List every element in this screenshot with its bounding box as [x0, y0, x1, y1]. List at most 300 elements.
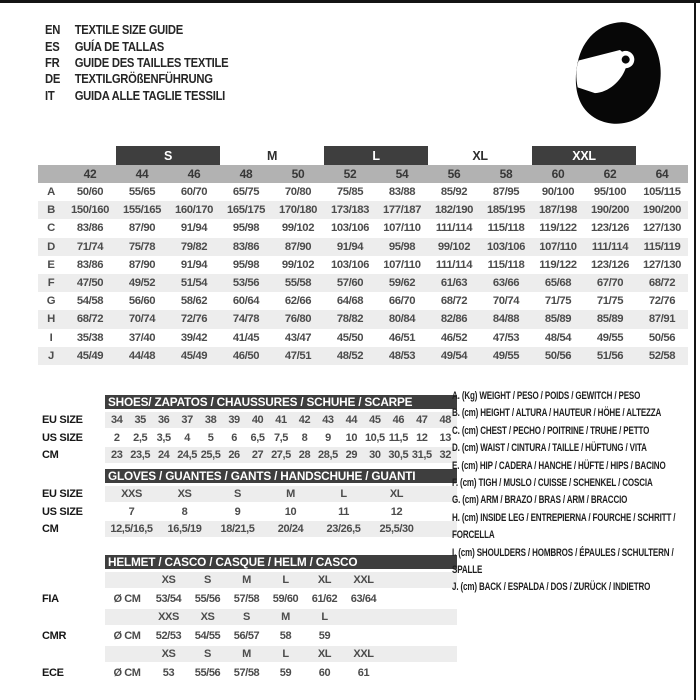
size-value: 47/53 — [492, 331, 520, 344]
size-value: 70/80 — [284, 186, 312, 199]
shoes-label-cm: CM — [42, 449, 59, 461]
helmet-value-row — [105, 628, 457, 644]
size-band-xl: XL — [472, 148, 488, 163]
helmet-size-cell: XXL — [353, 574, 374, 586]
row-letter: A — [47, 186, 55, 199]
gloves-label-us-size: US SIZE — [42, 505, 83, 518]
helmet-value-cell: 53 — [162, 666, 175, 679]
gloves-cell: 23/26,5 — [326, 523, 361, 535]
main-table-head — [38, 146, 688, 183]
shoes-cell: 7,5 — [273, 431, 289, 444]
size-value: 190/200 — [642, 204, 682, 217]
legend-item: F. (cm) TIGH / MUSLO / CUISSE / SCHENKEL / COSCIA — [452, 477, 653, 490]
measure-row-f — [38, 274, 688, 292]
helmet-value-row — [105, 591, 457, 607]
shoes-cell: 27,5 — [271, 449, 291, 461]
helmet-row-labels — [42, 555, 105, 683]
shoes-cell: 34 — [111, 414, 123, 426]
language-title: GUÍA DE TALLAS — [74, 39, 165, 54]
helmet-value-cell: 60 — [318, 666, 331, 679]
helmet-size-cell: S — [243, 611, 250, 623]
language-code: ES — [45, 39, 60, 54]
top-border — [0, 0, 700, 3]
shoes-rows — [105, 412, 457, 463]
shoes-cell: 27 — [251, 449, 264, 461]
size-value: 63/66 — [492, 277, 520, 290]
size-value: 79/82 — [180, 240, 208, 253]
size-value: 115/118 — [487, 258, 525, 271]
helmet-value-cell: 57/58 — [233, 592, 260, 605]
helmet-label-ece: ECE — [42, 666, 64, 679]
helmet-value-cell: 55/56 — [194, 592, 221, 605]
legend-item: B. (cm) HEIGHT / ALTURA / HAUTEUR / HÖHE / ALTEZZA — [452, 407, 662, 420]
size-value: 182/190 — [434, 204, 474, 217]
row-letter: D — [47, 240, 55, 253]
helmet-value-cell: 52/53 — [155, 629, 182, 642]
size-value: 87/95 — [492, 186, 520, 199]
helmet-size-cell: S — [204, 574, 211, 586]
gloves-row — [105, 486, 457, 502]
size-value: 83/86 — [232, 240, 260, 253]
size-value: 56/60 — [128, 295, 156, 308]
shoes-cell: 45 — [369, 414, 381, 426]
size-value: 50/56 — [648, 331, 676, 344]
gloves-label-spacer — [42, 469, 105, 486]
shoes-cell: 47 — [416, 414, 428, 426]
size-number: 62 — [603, 167, 617, 181]
size-value: 87/90 — [284, 240, 312, 253]
helmet-size-cell: L — [282, 648, 289, 660]
size-value: 99/102 — [281, 258, 315, 271]
size-value: 85/89 — [596, 313, 624, 326]
gloves-cell: 25,5/30 — [379, 523, 414, 535]
size-value: 49/52 — [128, 277, 156, 290]
size-value: 55/58 — [284, 277, 312, 290]
number-gap — [38, 165, 64, 183]
shoes-cell: 28,5 — [318, 449, 338, 461]
shoes-row — [105, 412, 457, 428]
measure-row-h — [38, 310, 688, 328]
size-value: 51/54 — [180, 277, 208, 290]
size-value: 115/119 — [643, 240, 681, 253]
main-table-body — [38, 183, 688, 365]
size-value: 95/98 — [388, 240, 416, 253]
helmet-size-row — [105, 572, 457, 588]
size-value: 45/50 — [336, 331, 364, 344]
size-number: 46 — [187, 167, 201, 181]
helmet-label-blank — [42, 609, 105, 628]
size-value: 35/38 — [76, 331, 104, 344]
helmet-value-cell: 55/56 — [194, 666, 221, 679]
helmet-value-cell: 59/60 — [272, 592, 299, 605]
shoes-label-spacer — [42, 395, 105, 412]
size-value: 58/62 — [180, 295, 208, 308]
size-value: 105/115 — [643, 186, 681, 199]
helmet-label-blank — [42, 646, 105, 665]
gloves-row-labels — [42, 469, 105, 539]
helmet-size-row — [105, 646, 457, 662]
language-row — [45, 38, 228, 54]
helmet-value-cell: 63/64 — [350, 592, 377, 605]
size-value: 103/106 — [330, 222, 370, 235]
size-value: 74/78 — [232, 313, 260, 326]
gloves-cell: 12,5/16,5 — [110, 523, 153, 535]
size-value: 49/54 — [440, 349, 468, 362]
helmet-size-cell: S — [204, 648, 211, 660]
shoes-cell: 35 — [134, 414, 146, 426]
size-value: 46/51 — [388, 331, 416, 344]
shoes-cell: 13 — [439, 431, 451, 444]
size-value: 83/86 — [76, 222, 104, 235]
shoes-table — [105, 395, 457, 465]
shoes-cell: 10 — [345, 431, 358, 444]
size-value: 39/42 — [180, 331, 208, 344]
shoes-cell: 40 — [251, 414, 264, 426]
gloves-section — [42, 469, 457, 539]
size-value: 45/49 — [180, 349, 208, 362]
gloves-cell: M — [286, 488, 295, 500]
size-number-row — [38, 165, 688, 183]
size-value: 99/102 — [437, 240, 471, 253]
size-value: 111/114 — [435, 258, 473, 271]
shoes-cell: 36 — [157, 414, 170, 426]
size-value: 150/160 — [70, 204, 110, 217]
shoes-cell: 28 — [298, 449, 311, 461]
helmet-label-fia: FIA — [42, 592, 59, 605]
shoes-row — [105, 447, 457, 463]
size-value: 68/72 — [648, 277, 676, 290]
shoes-cell: 3,5 — [156, 431, 171, 444]
shoes-row-labels — [42, 395, 105, 465]
size-value: 123/126 — [590, 222, 630, 235]
helmet-unit-cell: Ø CM — [113, 629, 141, 642]
size-value: 68/72 — [440, 295, 468, 308]
size-value: 91/94 — [180, 222, 208, 235]
language-title: GUIDA ALLE TAGLIE TESSILI — [74, 88, 226, 103]
language-title: TEXTILGRÖßENFÜHRUNG — [74, 72, 213, 87]
size-value: 107/110 — [539, 240, 577, 253]
size-value: 70/74 — [492, 295, 520, 308]
helmet-size-cell: L — [321, 611, 328, 623]
size-value: 177/187 — [382, 204, 422, 217]
gloves-cell: 12 — [390, 505, 403, 518]
gloves-label-cm: CM — [42, 523, 59, 535]
helmet-size-cell: L — [282, 574, 289, 586]
helmet-size-cell: XL — [317, 648, 332, 660]
measure-row-e — [38, 256, 688, 274]
row-letter: H — [47, 313, 55, 326]
size-value: 60/64 — [232, 295, 260, 308]
language-row — [45, 71, 228, 87]
size-value: 59/62 — [388, 277, 416, 290]
size-number: 44 — [135, 167, 149, 181]
row-letter: F — [47, 277, 55, 290]
language-title: TEXTILE SIZE GUIDE — [74, 23, 183, 38]
shoes-cell: 26 — [228, 449, 240, 461]
size-value: 187/198 — [538, 204, 578, 217]
size-band-xxl: XXL — [532, 146, 636, 165]
measure-row-d — [38, 238, 688, 256]
shoes-cell: 6,5 — [250, 431, 265, 444]
language-header — [45, 22, 228, 104]
shoes-cell: 44 — [345, 414, 358, 426]
size-value: 43/47 — [284, 331, 312, 344]
size-value: 49/55 — [492, 349, 520, 362]
legend-item: J. (cm) BACK / ESPALDA / DOS / ZURÜCK / INDIETRO — [452, 581, 651, 594]
size-value: 68/72 — [76, 313, 104, 326]
size-value: 111/114 — [591, 240, 629, 253]
measure-row-b — [38, 201, 688, 219]
language-code: DE — [45, 72, 61, 87]
language-title: GUIDE DES TAILLES TEXTILE — [74, 55, 229, 70]
legend-item: A. (Kg) WEIGHT / PESO / POIDS / GEWITCH / PESO — [452, 390, 641, 402]
size-value: 119/122 — [539, 258, 577, 271]
size-value: 72/76 — [180, 313, 208, 326]
shoes-cell: 42 — [298, 414, 311, 426]
shoes-cell: 12 — [416, 431, 428, 444]
shoes-cell: 24 — [157, 449, 170, 461]
helmet-section-title: HELMET / CASCO / CASQUE / HELM / CASCO — [105, 555, 457, 569]
helmet-rows — [105, 572, 457, 681]
helmet-value-row — [105, 665, 457, 681]
helmet-size-cell: XL — [317, 574, 332, 586]
shoes-cell: 38 — [204, 414, 217, 426]
legend-item: C. (cm) CHEST / PECHO / POITRINE / TRUHE / PETTO — [452, 424, 650, 437]
helmet-unit-cell: Ø CM — [113, 592, 141, 605]
size-band-row — [38, 146, 688, 165]
helmet-icon — [570, 20, 666, 126]
size-value: 95/100 — [593, 186, 627, 199]
measure-row-c — [38, 219, 688, 237]
size-value: 91/94 — [336, 240, 364, 253]
size-value: 87/91 — [648, 313, 676, 326]
size-value: 107/110 — [383, 222, 421, 235]
gloves-row — [105, 504, 457, 520]
legend-item: G. (cm) ARM / BRAZO / BRAS / ARM / BRACCIO — [452, 494, 628, 507]
shoes-cell: 11,5 — [388, 431, 408, 444]
row-letter: E — [47, 258, 55, 271]
row-letter: B — [47, 204, 55, 217]
shoes-cell: 6 — [231, 431, 237, 444]
size-value: 52/58 — [648, 349, 676, 362]
size-band-m: M — [266, 148, 278, 163]
language-code: IT — [45, 88, 55, 103]
size-value: 49/55 — [596, 331, 624, 344]
size-value: 50/60 — [76, 186, 104, 199]
row-letter: C — [47, 222, 55, 235]
size-value: 75/85 — [336, 186, 364, 199]
size-value: 111/114 — [435, 222, 473, 235]
size-value: 60/70 — [180, 186, 208, 199]
helmet-value-cell: 61/62 — [311, 592, 338, 605]
size-value: 78/82 — [336, 313, 364, 326]
gloves-cell: 7 — [128, 505, 135, 518]
size-value: 47/51 — [284, 349, 312, 362]
gloves-cell: 9 — [234, 505, 241, 518]
shoes-row — [105, 430, 457, 446]
size-value: 57/60 — [336, 277, 364, 290]
gloves-cell: 10 — [284, 505, 297, 518]
helmet-value-cell: 56/57 — [233, 629, 260, 642]
size-value: 65/75 — [232, 186, 260, 199]
gloves-label-eu-size: EU SIZE — [42, 488, 83, 500]
legend-item: I. (cm) SHOULDERS / HOMBROS / ÉPAULES / SCHULTERN / SPALLE — [452, 546, 674, 577]
size-value: 103/106 — [486, 240, 526, 253]
size-value: 83/88 — [388, 186, 416, 199]
shoes-section — [42, 395, 457, 465]
shoes-cell: 2,5 — [133, 431, 148, 444]
size-value: 84/88 — [492, 313, 520, 326]
size-number: 42 — [83, 167, 97, 181]
gloves-cell: 18/21,5 — [220, 523, 255, 535]
measure-row-g — [38, 292, 688, 310]
helmet-value-cell: 59 — [318, 629, 331, 642]
size-number: 52 — [343, 167, 357, 181]
size-number: 64 — [655, 167, 669, 181]
gloves-table — [105, 469, 457, 539]
size-value: 82/86 — [440, 313, 468, 326]
shoes-label-eu-size: EU SIZE — [42, 414, 83, 426]
shoes-cell: 9 — [325, 431, 331, 444]
shoes-cell: 10,5 — [364, 431, 385, 444]
row-letter: G — [46, 295, 56, 308]
size-value: 87/90 — [128, 258, 156, 271]
helmet-value-cell: 58 — [279, 629, 292, 642]
band-gap — [64, 146, 116, 165]
helmet-size-cell: M — [242, 648, 251, 660]
size-value: 160/170 — [174, 204, 214, 217]
size-value: 51/56 — [596, 349, 624, 362]
gloves-cell: XS — [177, 488, 192, 500]
band-gap — [636, 146, 688, 165]
shoes-cell: 39 — [228, 414, 240, 426]
gloves-row — [105, 521, 457, 537]
helmet-label-blank — [42, 572, 105, 591]
helmet-table — [105, 555, 457, 683]
helmet-value-cell: 59 — [279, 666, 292, 679]
size-value: 48/54 — [544, 331, 572, 344]
size-value: 55/65 — [128, 186, 156, 199]
language-row — [45, 55, 228, 71]
gloves-cell: 16,5/19 — [167, 523, 202, 535]
shoes-cell: 48 — [439, 414, 451, 426]
size-value: 87/90 — [128, 222, 156, 235]
size-value: 127/130 — [642, 258, 682, 271]
gloves-cell: S — [234, 488, 241, 500]
size-value: 47/50 — [76, 277, 104, 290]
size-band-l: L — [324, 146, 428, 165]
size-value: 85/92 — [440, 186, 468, 199]
shoes-cell: 23,5 — [130, 449, 151, 461]
helmet-value-cell: 54/55 — [194, 629, 221, 642]
language-row — [45, 22, 228, 38]
helmet-value-cell: 61 — [357, 666, 370, 679]
size-value: 61/63 — [440, 277, 468, 290]
size-value: 83/86 — [76, 258, 104, 271]
size-value: 85/89 — [544, 313, 572, 326]
size-value: 54/58 — [76, 295, 104, 308]
size-value: 48/52 — [336, 349, 364, 362]
shoes-cell: 23 — [111, 449, 123, 461]
size-value: 185/195 — [486, 204, 526, 217]
size-value: 48/53 — [388, 349, 416, 362]
size-value: 155/165 — [122, 204, 162, 217]
size-number: 50 — [291, 167, 305, 181]
helmet-size-cell: XS — [161, 574, 176, 586]
shoes-cell: 24,5 — [177, 449, 198, 461]
size-value: 65/68 — [544, 277, 572, 290]
legend-item: H. (cm) INSIDE LEG / ENTREPIERNA / FOURCHE / SCHRITT / FORCELLA — [452, 511, 676, 542]
size-value: 53/56 — [232, 277, 260, 290]
gloves-section-title: GLOVES / GUANTES / GANTS / HANDSCHUHE / GUANTI — [105, 469, 457, 483]
shoes-cell: 31,5 — [411, 449, 432, 461]
size-value: 76/80 — [284, 313, 312, 326]
size-value: 44/48 — [128, 349, 156, 362]
shoes-cell: 37 — [181, 414, 193, 426]
measurement-legend — [452, 388, 694, 597]
helmet-unit-cell: Ø CM — [113, 666, 141, 679]
size-number: 58 — [499, 167, 513, 181]
gloves-cell: 8 — [181, 505, 188, 518]
size-value: 99/102 — [281, 222, 315, 235]
size-value: 165/175 — [226, 204, 266, 217]
helmet-size-cell: XS — [200, 611, 215, 623]
size-value: 190/200 — [590, 204, 630, 217]
helmet-value-cell: 53/54 — [155, 592, 182, 605]
gloves-cell: L — [340, 488, 347, 500]
shoes-cell: 4 — [184, 431, 190, 444]
size-value: 123/126 — [590, 258, 630, 271]
size-value: 95/98 — [232, 258, 260, 271]
helmet-label-spacer — [42, 555, 105, 572]
size-band-s: S — [116, 146, 220, 165]
size-value: 90/100 — [541, 186, 575, 199]
gloves-cell: 20/24 — [277, 523, 304, 535]
size-value: 67/70 — [596, 277, 624, 290]
shoes-cell: 29 — [345, 449, 358, 461]
row-letter: J — [48, 349, 54, 362]
shoes-cell: 46 — [392, 414, 405, 426]
size-value: 45/49 — [76, 349, 104, 362]
helmet-size-cell: M — [281, 611, 290, 623]
size-value: 107/110 — [383, 258, 421, 271]
shoes-cell: 8 — [301, 431, 308, 444]
shoes-cell: 5 — [207, 431, 214, 444]
size-value: 80/84 — [388, 313, 416, 326]
shoes-cell: 30,5 — [388, 449, 409, 461]
measure-row-j — [38, 347, 688, 365]
size-value: 72/76 — [648, 295, 676, 308]
size-value: 103/106 — [330, 258, 370, 271]
shoes-cell: 2 — [113, 431, 120, 444]
language-code: FR — [45, 55, 60, 70]
size-value: 70/74 — [128, 313, 156, 326]
helmet-size-cell: XXL — [353, 648, 374, 660]
shoes-cell: 43 — [322, 414, 334, 426]
legend-item: E. (cm) HIP / CADERA / HANCHE / HÜFTE / HIPS / BACINO — [452, 459, 666, 472]
shoes-cell: 41 — [275, 414, 287, 426]
size-value: 71/74 — [76, 240, 104, 253]
size-value: 37/40 — [128, 331, 156, 344]
size-number: 60 — [551, 167, 565, 181]
size-value: 62/66 — [284, 295, 312, 308]
size-value: 173/183 — [330, 204, 370, 217]
shoes-section-title: SHOES/ ZAPATOS / CHAUSSURES / SCHUHE / SCARPE — [105, 395, 457, 409]
size-value: 95/98 — [232, 222, 260, 235]
shoes-cell: 25,5 — [200, 449, 221, 461]
size-value: 50/56 — [544, 349, 572, 362]
gloves-cell: XXS — [121, 488, 142, 500]
